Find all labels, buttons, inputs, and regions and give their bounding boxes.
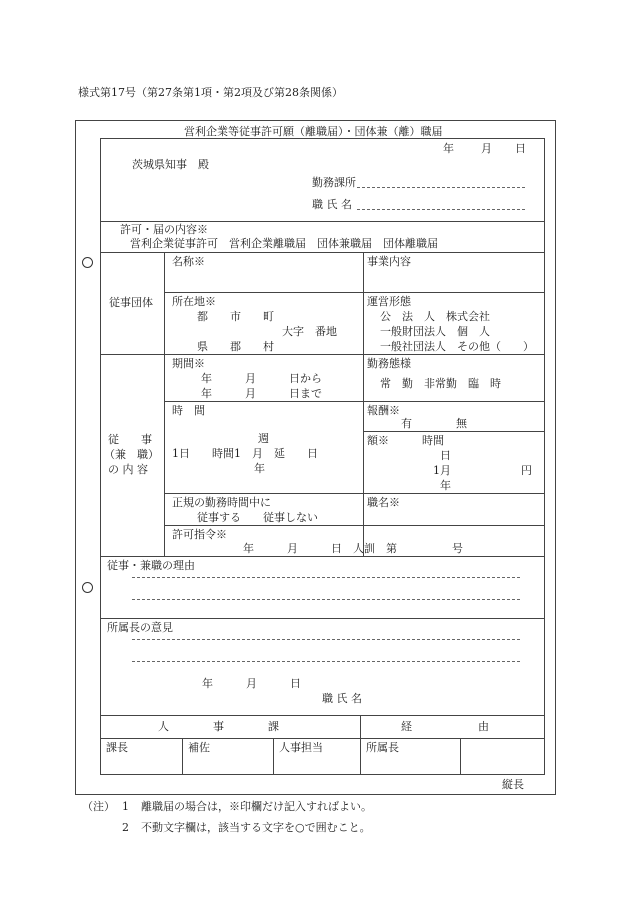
divider: [363, 431, 544, 432]
name-label: 職 氏 名: [312, 198, 352, 211]
job-label: 職名※: [367, 496, 400, 509]
divider: [100, 556, 544, 557]
opinion-line[interactable]: [132, 661, 520, 662]
date-year: 年: [443, 142, 454, 155]
orientation-note: 縦長: [502, 778, 524, 791]
divider: [100, 252, 544, 253]
note-2: 不動文字欄は，該当する文字を○で囲むこと。: [141, 821, 371, 834]
opinion-name: 職 氏 名: [322, 692, 362, 705]
opinion-line[interactable]: [132, 639, 520, 640]
mgmt-line2[interactable]: 一般財団法人 個 人: [380, 325, 490, 338]
dept-label: 勤務課所: [312, 176, 356, 189]
period-to: 年 月 日まで: [201, 387, 322, 400]
pay-options[interactable]: 有 無: [401, 417, 467, 430]
divider: [100, 221, 544, 222]
amount-yen: 円: [521, 464, 532, 477]
address-line1: 都 市 町: [197, 310, 274, 323]
period-label: 期間※: [172, 357, 205, 370]
divider: [164, 525, 544, 526]
date-month: 月: [481, 142, 492, 155]
amount-day[interactable]: 日: [440, 449, 451, 462]
divider: [164, 252, 165, 556]
pay-label: 報酬※: [367, 404, 400, 417]
period-from: 年 月 日から: [201, 372, 322, 385]
form-title: 営利企業等従事許可願（離職届）・団体兼（離）職届: [184, 125, 443, 138]
address-line2: 大字 番地: [282, 325, 337, 338]
mode-label: 勤務態様: [367, 357, 411, 370]
org-name-label: 名称※: [172, 255, 205, 268]
note-2-number: 2: [122, 821, 129, 834]
divider: [164, 401, 544, 402]
margin-circle-mark: [82, 257, 93, 268]
permit-label: 許可・届の内容※: [120, 223, 208, 236]
cell-jinji: 人事担当: [279, 741, 323, 754]
work-section-label: （兼 職）: [104, 448, 159, 461]
work-section-label: 従 事: [108, 433, 152, 446]
mgmt-line3[interactable]: 一般社団法人 その他（ ）: [380, 340, 534, 353]
divider: [460, 738, 461, 774]
via-label: 経 由: [401, 720, 489, 733]
date-day: 日: [515, 142, 526, 155]
reason-label: 従事・兼職の理由: [107, 559, 195, 572]
notes-prefix: （注）: [82, 800, 115, 813]
divider: [164, 292, 544, 293]
form-number: 様式第17号（第27条第1項・第2項及び第28条関係）: [78, 86, 343, 99]
address-line3: 県 郡 村: [197, 340, 274, 353]
addressee: 茨城県知事 殿: [132, 158, 209, 171]
mgmt-label: 運営形態: [367, 295, 411, 308]
address-label: 所在地※: [172, 295, 216, 308]
amount-month[interactable]: 1月: [433, 464, 451, 477]
divider: [100, 738, 544, 739]
name-field[interactable]: [357, 209, 525, 210]
note-1-number: 1: [122, 800, 129, 813]
org-section-label: 従事団体: [109, 296, 153, 309]
directive-label: 許可指令※: [172, 528, 227, 541]
regular-options[interactable]: 従事する 従事しない: [197, 511, 318, 524]
amount-label: 額※ 時間: [367, 434, 444, 447]
permit-options[interactable]: 営利企業従事許可 営利企業離職届 団体兼職届 団体離職届: [130, 237, 438, 250]
personnel-label: 人 事 課: [158, 720, 279, 733]
divider: [182, 738, 183, 774]
regular-label: 正規の勤務時間中に: [172, 496, 271, 509]
business-label: 事業内容: [367, 255, 411, 268]
amount-year[interactable]: 年: [440, 479, 451, 492]
divider: [360, 715, 361, 774]
divider: [363, 252, 364, 556]
directive-line[interactable]: 年 月 日 人訓 第 号: [243, 542, 463, 555]
hours-label: 時 間: [172, 404, 205, 417]
note-1: 離職届の場合は，※印欄だけ記入すればよい。: [141, 800, 372, 813]
divider: [273, 738, 274, 774]
reason-line[interactable]: [132, 599, 520, 600]
reason-line[interactable]: [132, 577, 520, 578]
work-section-label: の 内 容: [108, 463, 148, 476]
opinion-date: 年 月 日: [202, 677, 301, 690]
divider: [100, 354, 544, 355]
cell-kacho: 課長: [106, 741, 128, 754]
mgmt-line1[interactable]: 公 法 人 株式会社: [380, 310, 490, 323]
mode-options[interactable]: 常 勤 非常勤 臨 時: [380, 377, 501, 390]
divider: [164, 493, 544, 494]
opinion-label: 所属長の意見: [107, 621, 173, 634]
cell-shozokucho: 所属長: [366, 741, 399, 754]
divider: [100, 618, 544, 619]
hours-day[interactable]: 1日 時間1 月 延 日: [172, 447, 318, 460]
dept-field[interactable]: [357, 187, 525, 188]
divider: [100, 715, 544, 716]
hours-week[interactable]: 週: [258, 432, 269, 445]
hours-year[interactable]: 年: [254, 462, 265, 475]
margin-circle-mark: [82, 582, 93, 593]
cell-hosa: 補佐: [188, 741, 210, 754]
